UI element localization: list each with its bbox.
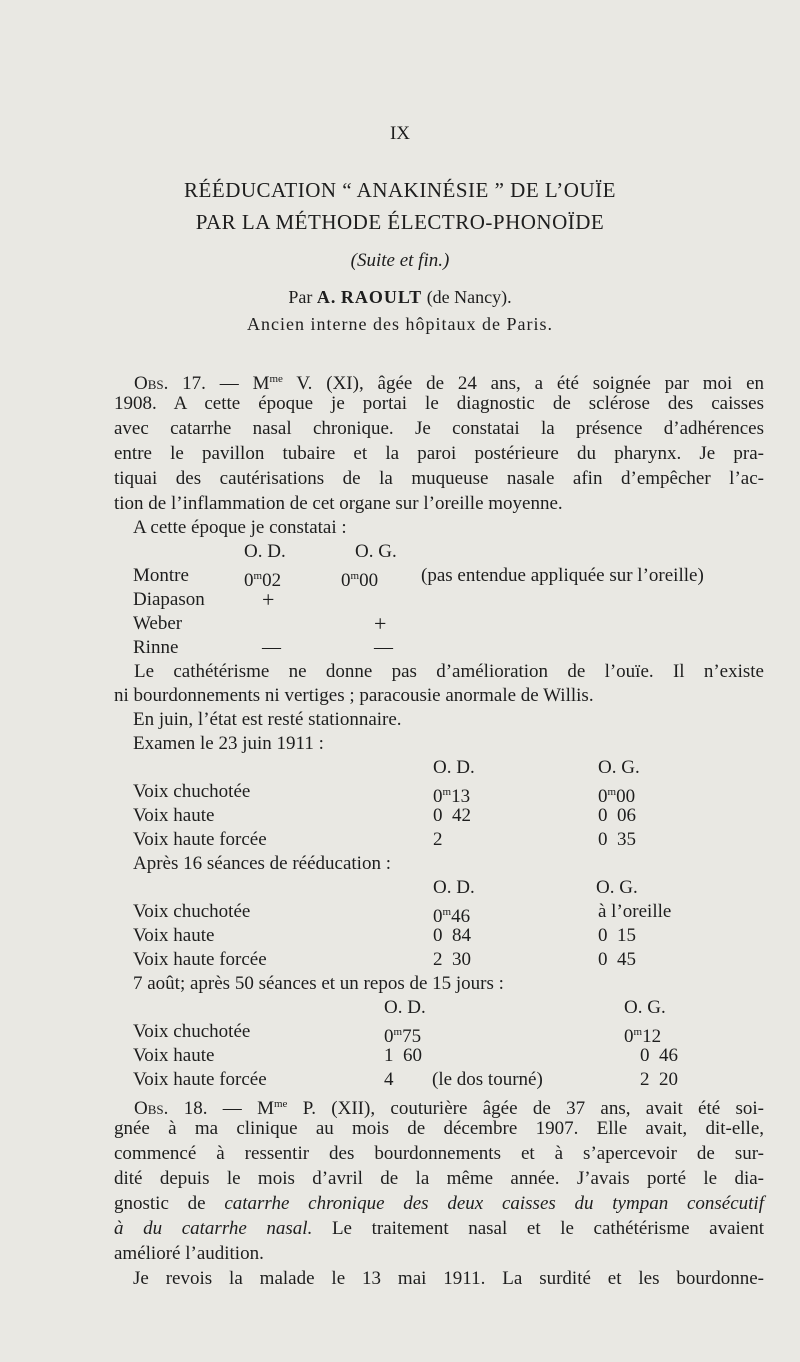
author-initial: A. xyxy=(316,287,337,307)
obs18-l5-ital: catarrhe chronique des deux caisses du tympan consécutif xyxy=(224,1193,764,1214)
t3-head-od: O. D. xyxy=(433,877,475,898)
obs18-l1-rest: P. (XII), couturière âgée de 37 ans, avait été soi- xyxy=(287,1098,765,1119)
obs18-line-6 xyxy=(114,1217,764,1241)
t2-row-od: 2 xyxy=(433,829,443,850)
obs17-p6: 7 août; après 50 séances et un repos de 15 jours : xyxy=(133,973,504,994)
t3-row-od: 0 84 xyxy=(433,925,471,946)
obs17-line-3: avec catarrhe nasal chronique. Je constatai la présence d’adhérences xyxy=(114,418,764,439)
t4-row-og: 0 46 xyxy=(640,1045,678,1066)
obs18-line-5 xyxy=(114,1192,764,1216)
obs18-line-8: Je revois la malade le 13 mai 1911. La surdité et les bourdonne- xyxy=(133,1268,764,1289)
obs18-l1-sup: me xyxy=(274,1098,288,1110)
t3-row-od: 2 30 xyxy=(433,949,471,970)
t1-row-label: Montre xyxy=(133,565,189,586)
t4-head-od: O. D. xyxy=(384,997,426,1018)
t2-r0-og-sup: m xyxy=(607,786,617,798)
obs17-p4: Examen le 23 juin 1911 : xyxy=(133,733,324,754)
t3-row-og: à l’oreille xyxy=(598,901,672,922)
author-suffix: (de Nancy). xyxy=(426,287,512,307)
t2-row-og: 0 35 xyxy=(598,829,636,850)
subtitle: (Suite et fin.) xyxy=(350,250,450,271)
t2-head-og: O. G. xyxy=(598,757,640,778)
t1-row-label: Rinne xyxy=(133,637,179,658)
t4-r0-od-val: 75 xyxy=(402,1026,422,1047)
t4-row-note: (le dos tourné) xyxy=(432,1069,543,1090)
obs17-p2-line-2: ni bourdonnements ni vertiges ; paracousie anormale de Willis. xyxy=(114,685,594,706)
t4-row-od: 1 60 xyxy=(384,1045,422,1066)
t1-row-label: Weber xyxy=(133,613,183,634)
t3-r0-od-val: 46 xyxy=(451,906,471,927)
t1-row-od: — xyxy=(262,637,281,658)
t4-r0-og-sup: m xyxy=(633,1026,643,1038)
t3-row-label: Voix chuchotée xyxy=(133,901,251,922)
t2-row-label: Voix haute xyxy=(133,805,215,826)
t1-r0-od-sup: m xyxy=(253,570,263,582)
obs17-l1-rest: V. (XI), âgée de 24 ans, a été soignée par moi en xyxy=(282,373,765,394)
obs17-line-5: tiquai des cautérisations de la muqueuse nasale afin d’empêcher l’ac- xyxy=(114,468,764,489)
obs17-line-4: entre le pavillon tubaire et la paroi postérieure du pharynx. Je pra- xyxy=(114,443,764,464)
t3-r0-od: 0 xyxy=(433,906,443,927)
t2-row-od: 0 42 xyxy=(433,805,471,826)
obs17-label: Obs. 17. xyxy=(134,373,206,394)
obs18-line-2: gnée à ma clinique au mois de décembre 1907. Elle avait, dit-elle, xyxy=(114,1118,764,1139)
obs18-l5-a: gnostic de xyxy=(114,1193,225,1214)
obs17-p2-line-1 xyxy=(114,660,764,684)
obs17-p3: En juin, l’état est resté stationnaire. xyxy=(133,709,402,730)
obs18-line-7: amélioré l’audition. xyxy=(114,1243,264,1264)
t2-r0-og-val: 00 xyxy=(616,786,636,807)
obs17-l1-sup: me xyxy=(269,373,283,385)
t4-head-og: O. G. xyxy=(624,997,666,1018)
obs17-line-7: A cette époque je constatai : xyxy=(133,517,347,538)
t1-head-od: O. D. xyxy=(244,541,286,562)
author-name: RAOULT xyxy=(340,287,423,307)
t4-r0-og-val: 12 xyxy=(642,1026,662,1047)
t1-row-og xyxy=(341,564,378,593)
obs17-l1: — M xyxy=(219,373,270,394)
t1-r0-od: 0 xyxy=(244,570,254,591)
t3-row-label: Voix haute xyxy=(133,925,215,946)
t3-r0-od-sup: m xyxy=(442,906,452,918)
t3-head-og: O. G. xyxy=(596,877,638,898)
t2-row-og: 0 06 xyxy=(598,805,636,826)
t4-row-label: Voix chuchotée xyxy=(133,1021,251,1042)
t2-r0-od-val: 13 xyxy=(451,786,471,807)
obs17-line-2: 1908. A cette époque je portai le diagnostic de sclérose des caisses xyxy=(114,393,764,414)
obs18-line-3: commencé à ressentir des bourdonnements et à s’apercevoir de sur- xyxy=(114,1143,764,1164)
t1-r0-og-sup: m xyxy=(350,570,360,582)
t2-r0-od-sup: m xyxy=(442,786,452,798)
t4-r0-og: 0 xyxy=(624,1026,634,1047)
t2-r0-og: 0 xyxy=(598,786,608,807)
t4-row-od: 4 xyxy=(384,1069,394,1090)
t3-row-og: 0 15 xyxy=(598,925,636,946)
t4-row-label: Voix haute forcée xyxy=(133,1069,267,1090)
title-line-2: PAR LA MÉTHODE ÉLECTRO-PHONOÏDE xyxy=(195,210,605,234)
obs18-l6-ital: à du catarrhe nasal. xyxy=(114,1218,313,1239)
obs17-line-6: tion de l’inflammation de cet organe sur l’oreille moyenne. xyxy=(114,493,563,514)
t3-row-og: 0 45 xyxy=(598,949,636,970)
chapter-number: IX xyxy=(389,123,411,144)
t1-r0-od-val: 02 xyxy=(262,570,282,591)
t2-r0-od: 0 xyxy=(433,786,443,807)
author-line xyxy=(0,285,800,309)
t1-r0-og-val: 00 xyxy=(359,570,379,591)
t2-head-od: O. D. xyxy=(433,757,475,778)
t2-row-label: Voix chuchotée xyxy=(133,781,251,802)
t4-row-og: 2 20 xyxy=(640,1069,678,1090)
t1-r0-og: 0 xyxy=(341,570,351,591)
t1-row-note: (pas entendue appliquée sur l’oreille) xyxy=(421,565,704,586)
t1-row-od: + xyxy=(262,587,275,612)
t4-row-label: Voix haute xyxy=(133,1045,215,1066)
t4-r0-od: 0 xyxy=(384,1026,394,1047)
author-prefix: Par xyxy=(288,287,313,307)
obs18-label: Obs. 18. xyxy=(134,1098,208,1119)
obs17-p5: Après 16 séances de rééducation : xyxy=(133,853,391,874)
obs18-l6-rest: Le traitement nasal et le cathétérisme avaient xyxy=(312,1218,764,1239)
t4-r0-od-sup: m xyxy=(393,1026,403,1038)
obs17-p2-l1-text: Le cathétérisme ne donne pas d’amélioration de l’ouïe. Il n’existe xyxy=(134,661,764,682)
obs18-line-4: dité depuis le mois d’avril de la même année. J’avais porté le dia- xyxy=(114,1168,764,1189)
title-line-1: RÉÉDUCATION “ ANAKINÉSIE ” DE L’OUÏE xyxy=(184,178,616,202)
t1-row-og: + xyxy=(374,611,387,636)
t1-head-og: O. G. xyxy=(355,541,397,562)
author-role: Ancien interne des hôpitaux de Paris. xyxy=(247,314,553,334)
obs18-l1: — M xyxy=(222,1098,274,1119)
t2-row-label: Voix haute forcée xyxy=(133,829,267,850)
t1-row-label: Diapason xyxy=(133,589,205,610)
t3-row-label: Voix haute forcée xyxy=(133,949,267,970)
t1-row-og: — xyxy=(374,637,393,658)
